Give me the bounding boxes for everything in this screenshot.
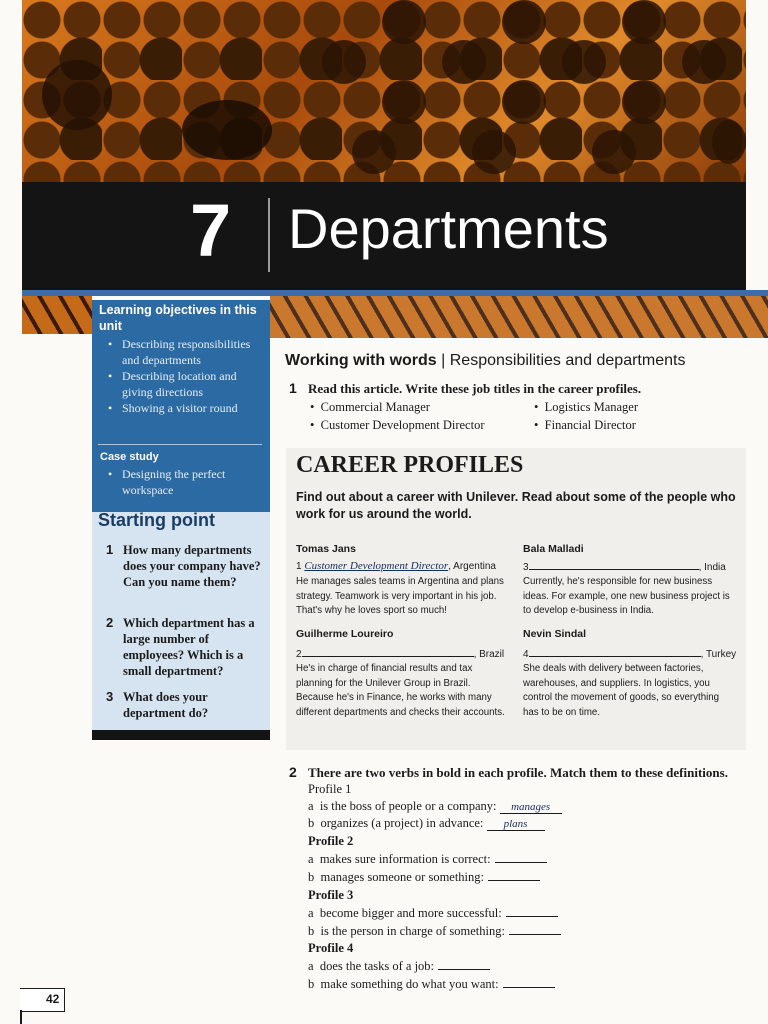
profile-name: Bala Malladi	[523, 543, 584, 555]
handwritten-answer: manages	[500, 801, 562, 814]
objective-item: • Describing location and giving directions	[98, 368, 260, 400]
profile-body: She deals with delivery between factories, warehouses, and suppliers. In logistics, you control the movement of goods, so everything has to be on time.	[523, 663, 720, 718]
question-text: Which department has a large number of employees? Which is a small department?	[123, 616, 255, 678]
title-divider	[268, 198, 270, 272]
page-tick	[20, 1010, 22, 1024]
definition-item: b make something do what you want:	[308, 977, 555, 992]
article-title: CAREER PROFILES	[296, 452, 524, 478]
case-study-item: • Designing the perfect workspace	[98, 466, 260, 498]
definition-item: a is the boss of people or a company: manages	[308, 799, 562, 814]
article-intro: Find out about a career with Unilever. Read about some of the people who work for us around the world.	[296, 490, 736, 521]
handwritten-answer: Customer Development Director	[304, 560, 449, 572]
question-number: 1	[106, 542, 114, 557]
section-heading-bold: Working with words	[285, 352, 437, 369]
case-study-list	[98, 466, 260, 498]
profile-body: Currently, he's responsible for new business ideas. For example, one new business project is to develop e-business in India.	[523, 576, 730, 616]
profile-body: He's in charge of financial results and tax planning for the Unilever Group in Brazil. Because he's in Finance, he works with many different departments and checks their accounts.	[296, 663, 505, 718]
definition-item: b manages someone or something:	[308, 870, 540, 885]
chapter-number: 7	[190, 189, 232, 272]
profile-job-line: 1 Customer Development Director, Argentina	[296, 560, 496, 572]
profile-body: He manages sales teams in Argentina and plans strategy. Teamwork is very important in his job. That's why he loves sport so much!	[296, 576, 504, 616]
job-title-option: • Commercial Manager	[310, 400, 430, 414]
job-title-option: • Customer Development Director	[310, 418, 485, 432]
handwritten-answer: plans	[487, 818, 545, 831]
question-text: What does your department do?	[123, 690, 209, 720]
definition-item: b organizes (a project) in advance: plans	[308, 816, 545, 831]
profile-job-line: 2 , Brazil	[296, 649, 505, 660]
case-study-divider	[98, 444, 262, 445]
profile-label: Profile 4	[308, 941, 354, 955]
starting-point-heading: Starting point	[98, 510, 215, 530]
definition-item: b is the person in charge of something:	[308, 924, 561, 939]
exercise-1-number: 1	[289, 380, 297, 396]
definition-item: a makes sure information is correct:	[308, 852, 547, 867]
section-heading	[285, 352, 685, 370]
objective-item: • Describing responsibilities and departments	[98, 336, 260, 368]
profile-name: Nevin Sindal	[523, 628, 587, 640]
page-number: 42	[46, 992, 60, 1006]
definition-item: a become bigger and more successful:	[308, 906, 558, 921]
question-number: 2	[106, 615, 114, 630]
job-title-option: • Financial Director	[534, 418, 636, 432]
exercise-1-instruction: Read this article. Write these job titles in the career profiles.	[308, 381, 642, 396]
objectives-list	[98, 336, 260, 416]
sidebar-bottom-bar	[92, 730, 270, 740]
profile-name: Guilherme Loureiro	[296, 628, 394, 640]
profile-name: Tomas Jans	[296, 543, 356, 555]
profile-label: Profile 3	[308, 888, 354, 902]
chapter-title: Departments	[288, 197, 609, 260]
case-study-heading: Case study	[100, 451, 159, 463]
profile-label: Profile 2	[308, 834, 354, 848]
profile-job-line: 3 , India	[523, 562, 726, 573]
definition-item: a does the tasks of a job:	[308, 959, 490, 974]
question-text: How many departments does your company have? Can you name them?	[123, 543, 261, 589]
profile-label: Profile 1	[308, 782, 352, 796]
job-title-option: • Logistics Manager	[534, 400, 639, 414]
objectives-heading: Learning objectives in this unit	[99, 303, 257, 333]
honeycomb-strip	[270, 296, 768, 338]
profile-job-line: 4 , Turkey	[523, 649, 737, 660]
exercise-2-number: 2	[289, 764, 297, 780]
exercise-2-instruction: There are two verbs in bold in each profile. Match them to these definitions.	[308, 765, 728, 780]
honeycomb-strip-left	[22, 296, 92, 334]
objective-item: • Showing a visitor round	[98, 400, 260, 416]
section-heading-rest: | Responsibilities and departments	[436, 352, 686, 369]
question-number: 3	[106, 689, 114, 704]
honeycomb-header-photo	[22, 0, 746, 182]
